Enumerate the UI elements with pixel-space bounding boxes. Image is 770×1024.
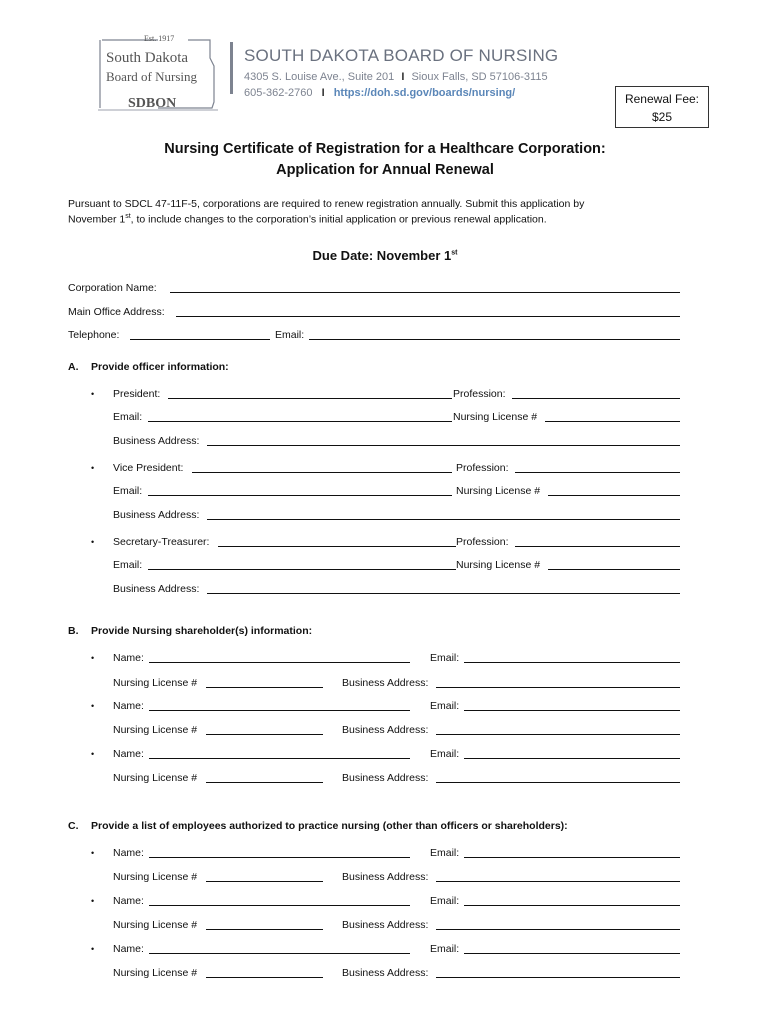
org-name: SOUTH DAKOTA BOARD OF NURSING <box>244 46 559 65</box>
website-link[interactable]: https://doh.sd.gov/boards/nursing/ <box>333 87 516 99</box>
email-label: Email: <box>430 847 460 859</box>
due-date: Due Date: November 1st <box>312 248 458 263</box>
email-label: Email: <box>430 943 460 955</box>
nursing-license-field[interactable] <box>545 421 680 422</box>
name-label: Name: <box>113 700 144 712</box>
section-a-letter: A. <box>68 361 79 373</box>
section-c-title: Provide a list of employees authorized to practice nursing (other than officers or shareholders): <box>91 820 568 832</box>
bullet-icon: • <box>91 389 95 399</box>
president-field[interactable] <box>168 398 452 399</box>
phone-number: 605-362-2760 <box>244 87 313 99</box>
nursing-license-field[interactable] <box>548 569 680 570</box>
name-label: Name: <box>113 895 144 907</box>
profession-field[interactable] <box>515 546 680 547</box>
business-address-label: Business Address: <box>342 919 429 931</box>
intro-text-line1: Pursuant to SDCL 47-11F-5, corporations are required to renew registration annually. Submit this application by <box>68 198 585 210</box>
nursing-license-field[interactable] <box>206 929 323 930</box>
email-field[interactable] <box>464 758 680 759</box>
form-title-line2: Application for Annual Renewal <box>276 162 494 178</box>
bullet-icon: • <box>91 653 95 663</box>
name-label: Name: <box>113 652 144 664</box>
secretary-treasurer-label: Secretary-Treasurer: <box>113 536 210 548</box>
section-c-letter: C. <box>68 820 79 832</box>
email-field[interactable] <box>464 953 680 954</box>
form-title-line1: Nursing Certificate of Registration for a Healthcare Corporation: <box>164 141 606 157</box>
renewal-fee-box <box>615 86 709 128</box>
email-label: Email: <box>113 411 143 423</box>
bullet-icon: • <box>91 463 95 473</box>
nursing-license-label: Nursing License # <box>113 919 198 931</box>
main-office-field[interactable] <box>176 316 680 317</box>
bullet-icon: • <box>91 749 95 759</box>
name-label: Name: <box>113 943 144 955</box>
vice-president-label: Vice President: <box>113 462 184 474</box>
nursing-license-label: Nursing License # <box>453 411 538 423</box>
name-field[interactable] <box>149 662 410 663</box>
profession-label: Profession: <box>456 462 509 474</box>
nursing-license-label: Nursing License # <box>113 871 198 883</box>
email-field[interactable] <box>148 495 452 496</box>
business-address-field[interactable] <box>207 519 680 520</box>
email-label: Email: <box>113 485 143 497</box>
business-address-field[interactable] <box>436 929 680 930</box>
name-field[interactable] <box>149 710 410 711</box>
nursing-license-field[interactable] <box>548 495 680 496</box>
name-field[interactable] <box>149 905 410 906</box>
secretary-treasurer-field[interactable] <box>218 546 456 547</box>
president-label: President: <box>113 388 161 400</box>
bullet-icon: • <box>91 944 95 954</box>
business-address-label: Business Address: <box>342 772 429 784</box>
email-label: Email: <box>430 700 460 712</box>
intro-text-line2: November 1st, to include changes to the corporation’s initial application or previous renewal application. <box>68 213 547 226</box>
email-field[interactable] <box>464 710 680 711</box>
separator: I <box>321 87 325 99</box>
profession-field[interactable] <box>515 472 680 473</box>
nursing-license-label: Nursing License # <box>456 485 541 497</box>
email-label: Email: <box>430 652 460 664</box>
bullet-icon: • <box>91 848 95 858</box>
nursing-license-field[interactable] <box>206 881 323 882</box>
business-address-label: Business Address: <box>342 724 429 736</box>
business-address-field[interactable] <box>436 687 680 688</box>
contact-line <box>244 87 515 99</box>
email-label: Email: <box>430 748 460 760</box>
email-label: Email: <box>430 895 460 907</box>
logo-est: Est. 1917 <box>144 34 175 43</box>
email-field[interactable] <box>148 569 456 570</box>
telephone-field[interactable] <box>130 339 270 340</box>
bullet-icon: • <box>91 537 95 547</box>
logo-line1: South Dakota <box>106 50 189 66</box>
profession-field[interactable] <box>512 398 680 399</box>
separator: I <box>401 71 405 83</box>
nursing-license-label: Nursing License # <box>456 559 541 571</box>
business-address-label: Business Address: <box>113 583 200 595</box>
business-address-label: Business Address: <box>342 871 429 883</box>
name-field[interactable] <box>149 758 410 759</box>
business-address-label: Business Address: <box>113 435 200 447</box>
nursing-license-label: Nursing License # <box>113 677 198 689</box>
section-b-title: Provide Nursing shareholder(s) information: <box>91 625 313 637</box>
business-address-label: Business Address: <box>113 509 200 521</box>
bullet-icon: • <box>91 701 95 711</box>
header-divider <box>230 42 233 94</box>
business-address-field[interactable] <box>436 734 680 735</box>
vice-president-field[interactable] <box>192 472 452 473</box>
email-label: Email: <box>113 559 143 571</box>
email-field[interactable] <box>464 905 680 906</box>
fee-amount: $25 <box>651 110 673 124</box>
fee-label: Renewal Fee: <box>624 92 700 106</box>
nursing-license-label: Nursing License # <box>113 724 198 736</box>
main-office-label: Main Office Address: <box>68 306 165 318</box>
sdbon-logo <box>94 36 222 118</box>
email-field[interactable] <box>464 662 680 663</box>
email-field[interactable] <box>148 421 452 422</box>
nursing-license-field[interactable] <box>206 687 323 688</box>
address-line <box>244 71 548 83</box>
logo-line2: Board of Nursing <box>106 69 197 84</box>
profession-label: Profession: <box>456 536 509 548</box>
business-address-field[interactable] <box>207 445 680 446</box>
business-address-field[interactable] <box>436 782 680 783</box>
name-label: Name: <box>113 847 144 859</box>
street-address: 4305 S. Louise Ave., Suite 201 <box>244 71 395 83</box>
section-a-title: Provide officer information: <box>91 361 229 373</box>
name-label: Name: <box>113 748 144 760</box>
telephone-label: Telephone: <box>68 329 120 341</box>
corp-email-label: Email: <box>275 329 305 341</box>
business-address-field[interactable] <box>436 881 680 882</box>
nursing-license-field[interactable] <box>206 977 323 978</box>
name-field[interactable] <box>149 857 410 858</box>
bullet-icon: • <box>91 896 95 906</box>
nursing-license-field[interactable] <box>206 734 323 735</box>
nursing-license-label: Nursing License # <box>113 772 198 784</box>
business-address-field[interactable] <box>207 593 680 594</box>
business-address-label: Business Address: <box>342 677 429 689</box>
profession-label: Profession: <box>453 388 506 400</box>
city-state-zip: Sioux Falls, SD 57106-3115 <box>411 71 548 83</box>
business-address-label: Business Address: <box>342 967 429 979</box>
nursing-license-field[interactable] <box>206 782 323 783</box>
name-field[interactable] <box>149 953 410 954</box>
corporation-name-label: Corporation Name: <box>68 282 157 294</box>
section-b-letter: B. <box>68 625 79 637</box>
business-address-field[interactable] <box>436 977 680 978</box>
corp-email-field[interactable] <box>309 339 680 340</box>
email-field[interactable] <box>464 857 680 858</box>
logo-abbr: SDBON <box>128 96 177 111</box>
nursing-license-label: Nursing License # <box>113 967 198 979</box>
corporation-name-field[interactable] <box>170 292 680 293</box>
